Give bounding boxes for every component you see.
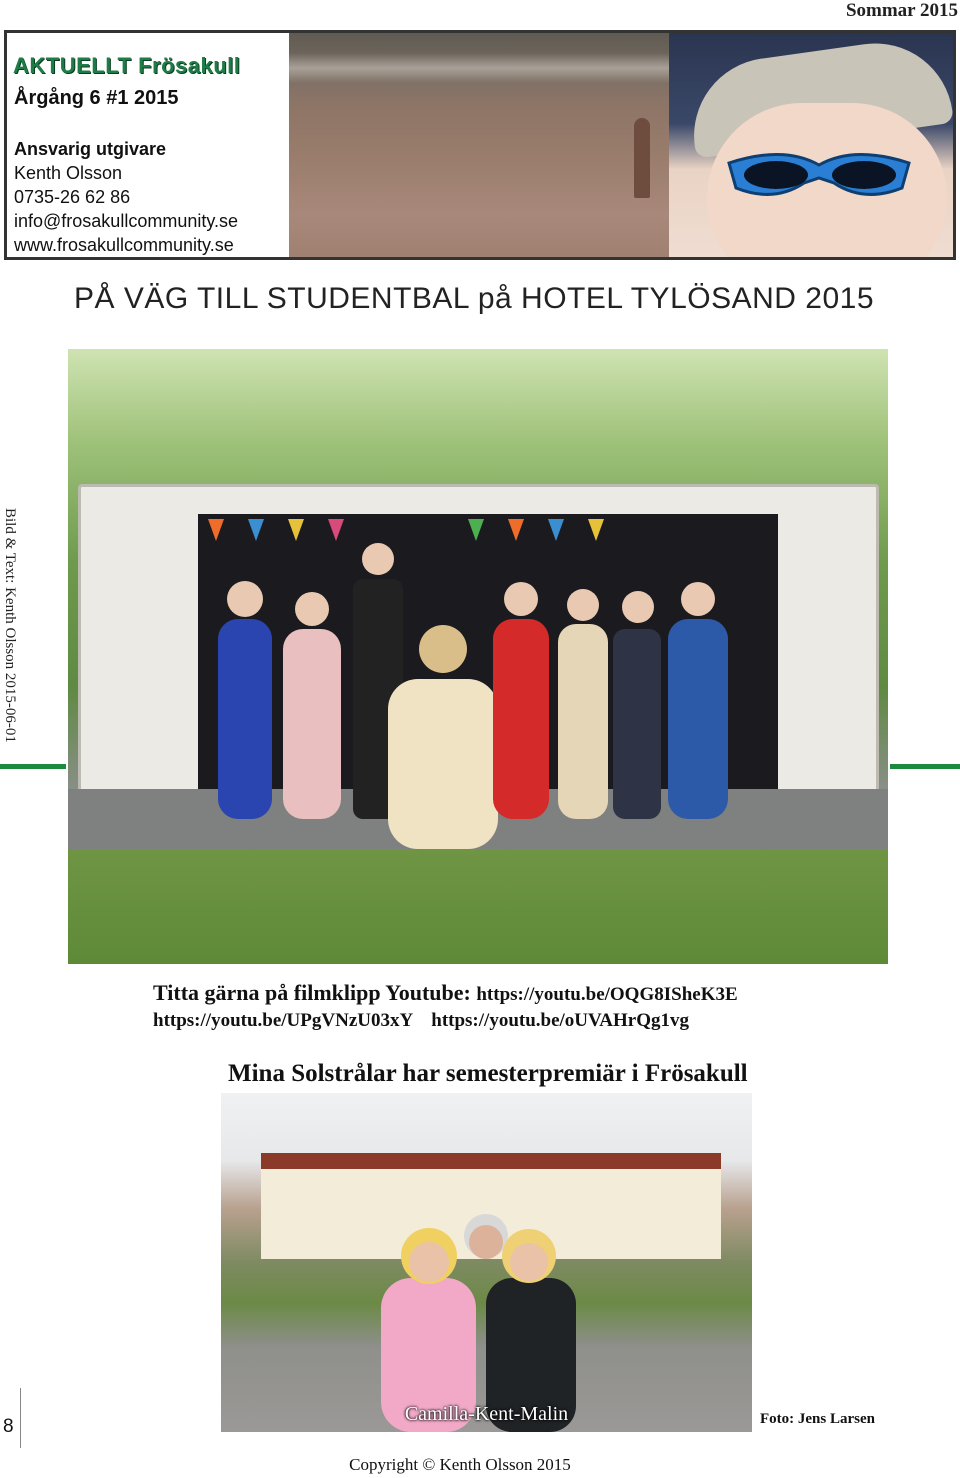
- video-links: [153, 980, 738, 1032]
- video-links-intro: Titta gärna på filmklipp Youtube:: [153, 980, 471, 1005]
- photo-people-graphic: [371, 1208, 591, 1432]
- newsletter-name: AKTUELLT Frösakull: [13, 53, 241, 78]
- article-title: PÅ VÄG TILL STUDENTBAL på HOTEL TYLÖSAND 2015: [73, 282, 875, 315]
- youtube-link-2[interactable]: https://youtu.be/UPgVNzU03xY: [153, 1010, 413, 1031]
- photo-crowd-graphic: [188, 519, 828, 849]
- graduation-group-photo: [68, 349, 888, 964]
- child-with-sunglasses-photo: [669, 33, 956, 260]
- family-photo: [221, 1093, 752, 1432]
- photo-surf: [289, 53, 669, 83]
- publisher-info: [14, 137, 238, 257]
- divider-left: [0, 764, 66, 769]
- publisher-email[interactable]: info@frosakullcommunity.se: [14, 211, 239, 231]
- family-photo-caption: Camilla-Kent-Malin: [404, 1403, 569, 1425]
- family-photo-credit: Foto: Jens Larsen: [760, 1411, 875, 1427]
- publisher-website[interactable]: www.frosakullcommunity.se: [14, 235, 234, 255]
- photo-credit-vertical: Bild & Text: Kenth Olsson 2015-06-01: [2, 508, 18, 743]
- publisher-name: Kenth Olsson: [14, 163, 123, 183]
- copyright-notice: Copyright © Kenth Olsson 2015: [349, 1455, 571, 1474]
- video-links-line-2: [153, 1010, 738, 1032]
- youtube-link-3[interactable]: https://youtu.be/oUVAHrQg1vg: [431, 1010, 690, 1031]
- youtube-link-1[interactable]: https://youtu.be/OQG8ISheK3E: [476, 984, 738, 1005]
- photo-grass: [68, 849, 888, 964]
- sunglasses-icon: [724, 143, 914, 203]
- publisher-phone: 0735-26 62 86: [14, 187, 131, 207]
- publisher-label: Ansvarig utgivare: [14, 139, 167, 159]
- photo-figure-on-beach: [634, 118, 650, 198]
- issue-season: Sommar 2015: [845, 0, 958, 21]
- article-2-title: Mina Solstrålar har semesterpremiär i Frösakull: [228, 1060, 748, 1087]
- video-links-line-1: [153, 980, 738, 1006]
- page-number: 8: [3, 1416, 14, 1437]
- masthead-box: [4, 30, 956, 260]
- volume-issue: Årgång 6 #1 2015: [14, 87, 179, 109]
- beach-photo: [289, 33, 669, 260]
- divider-right: [890, 764, 960, 769]
